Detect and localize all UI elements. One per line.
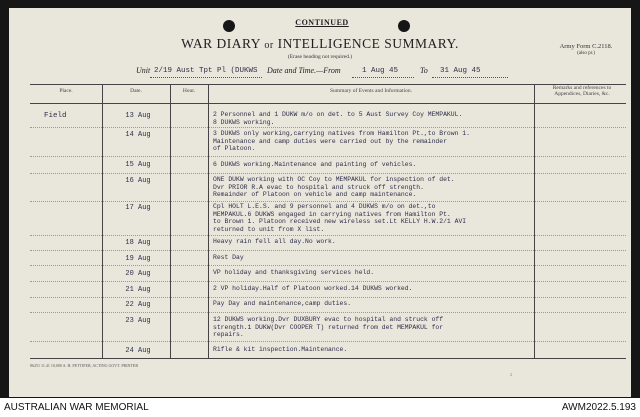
column-header-summary: Summary of Events and Information. [329,88,413,94]
row-divider [30,312,626,313]
page-title [150,36,490,52]
pencil-mark: 2 [510,372,512,377]
entry-date: 18 Aug [125,239,151,247]
date-from-underline [352,77,414,78]
entry-summary: Heavy rain fell all day.No work. [213,238,336,245]
unit-underline [150,77,262,78]
army-form-number [546,43,626,57]
entry-summary: 2 Personnel and 1 DUKW m/o on det. to 5 Aust Survey Coy MEMPAKUL. 8 DUKWS working. [213,111,463,126]
row-divider [30,127,626,128]
row-divider [30,250,626,251]
entry-summary: 3 DUKWS only working,carrying natives from Hamilton Pt.,to Brown 1. Maintenance and camp duties were carried out by the remainder of Platoon. [213,130,470,152]
title-note: (Erase heading not required.) [287,54,353,60]
entry-date: 24 Aug [125,347,151,355]
row-divider [30,156,626,157]
punch-hole-right [398,20,410,32]
entry-date: 22 Aug [125,301,151,309]
continued-stamp: CONTINUED [295,18,349,27]
archive-credit: AUSTRALIAN WAR MEMORIAL [4,402,149,413]
row-divider [30,173,626,174]
column-divider [534,84,535,358]
column-header-place: Place. [59,88,73,94]
entry-date: 13 Aug [125,112,151,120]
entry-date: 15 Aug [125,161,151,169]
army-form-sub: (also pr.) [577,51,595,56]
table-top-rule [30,84,626,85]
printer-imprint: 86251 11.41 10,000 A. H. PETTIFER, ACTING GOVT. PRINTER [30,363,138,368]
row-divider [30,265,626,266]
title-main: WAR DIARY [181,36,261,51]
entry-summary: Pay Day and maintenance,camp duties. [213,300,352,307]
date-from-label: Date and Time.—From [267,66,341,75]
date-to-value: 31 Aug 45 [440,67,481,75]
punch-hole-left [223,20,235,32]
row-divider [30,201,626,202]
column-divider [170,84,171,358]
column-header-date: Date. [130,88,142,94]
entry-summary: Rifle & kit inspection.Maintenance. [213,346,348,353]
entry-summary: 6 DUKWS working.Maintenance and painting of vehicles. [213,161,417,168]
title-or: or [264,40,274,51]
entry-date: 20 Aug [125,270,151,278]
entry-date: 14 Aug [125,131,151,139]
entry-summary: 12 DUKWS working.Dvr DUXBURY evac to hospital and struck off strength.1 DUKW(Dvr COOPER T) returned from det MEMPAKUL for repairs. [213,316,444,338]
column-divider [208,84,209,358]
army-form-label: Army Form C.2118. [559,43,613,50]
column-header-hour: Hour. [182,88,196,94]
column-divider [102,84,103,358]
row-divider [30,297,626,298]
entry-date: 16 Aug [125,177,151,185]
date-to-label: To [420,66,428,75]
entry-date: 19 Aug [125,255,151,263]
entry-date: 23 Aug [125,317,151,325]
entry-summary: 2 VP holiday.Half of Platoon worked.14 DUKWS worked. [213,285,413,292]
column-header-remarks: Remarks and references to Appendices, Diaries, &c. [552,85,612,97]
unit-value: 2/19 Aust Tpt Pl (DUKWS [154,67,258,75]
table-header-rule [30,103,626,104]
table-bottom-rule [30,358,626,359]
entry-date: 17 Aug [125,204,151,212]
date-to-underline [432,77,508,78]
archive-reference: AWM2022.5.193 [561,402,636,413]
entry-summary: Rest Day [213,254,244,261]
date-from-value: 1 Aug 45 [362,67,399,75]
unit-label: Unit [136,66,151,75]
entry-summary: VP holiday and thanksgiving services held. [213,269,375,276]
row-divider [30,281,626,282]
row-divider [30,235,626,236]
entry-summary: ONE DUKW working with OC Coy to MEMPAKUL for inspection of det. Dvr PRIOR R.A evac to hospital and struck off strength. Remainder of Platoon on vehicle and camp maintenance. [213,176,455,198]
row-divider [30,341,626,342]
entry-summary: Cpl HOLT L.E.S. and 9 personnel and 4 DUKWS m/o on det.,to MEMPAKUL.6 DUKWS engaged in carrying natives from Hamilton Pt. to Brown 1. Platoon received new wireless set.Lt KELLY H.W.2/1 AVI returned to unit from X list. [213,203,467,233]
place-value: Field [44,112,67,120]
entry-date: 21 Aug [125,286,151,294]
title-end: INTELLIGENCE SUMMARY. [277,36,459,51]
